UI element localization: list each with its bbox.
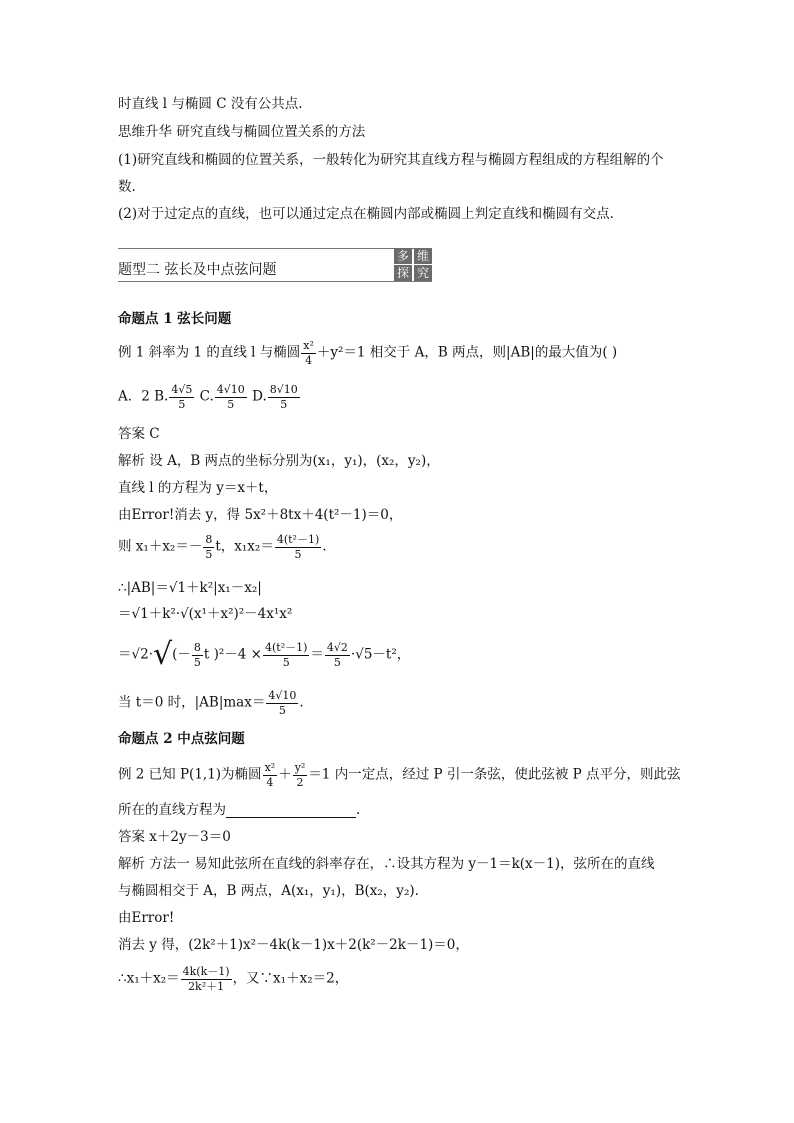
fraction: $\frac{8}{5}$ bbox=[205, 533, 213, 561]
fraction: $\frac{\text{4(t²－1)}}{5}$ bbox=[264, 640, 308, 669]
example-2: 例 2 已知 P(1,1)为椭圆 $\frac{\text{x²}}{4}$ ＋ $\frac{\text{y²}}{2}$ ＝1 内一定点，经过 P 引一条弦，使此弦被 P 点平分，则此弦 bbox=[118, 761, 681, 789]
solution-line: 与椭圆相交于 A，B 两点，A(x₁，y₁)，B(x₂，y₂). bbox=[118, 883, 419, 899]
solution-line: 当 t＝0 时，|AB|max＝ $\frac{4√10}{5}$ . bbox=[118, 689, 304, 717]
answer: 答案 C bbox=[118, 426, 160, 442]
solution-line: 解析 方法一 易知此弦所在直线的斜率存在，∴设其方程为 y－1＝k(x－1)，弦所在的直线 bbox=[118, 856, 655, 872]
badge-4: 究 bbox=[414, 265, 432, 281]
fraction: $\frac{\text{x²}}{4}$ bbox=[303, 339, 314, 367]
badge-3: 探 bbox=[394, 265, 412, 281]
solution-line: ∴|AB|＝√1＋k²|x₁－x₂| bbox=[118, 580, 262, 596]
solution-line: ＝√2·√(－ $\frac{8}{5}$ t )²－4 × $\frac{\text{4(t²－1)}}{5}$ ＝ $\frac{4√2}{5}$ ·√5－t²， bbox=[118, 637, 411, 672]
option-a: A．2 B. bbox=[118, 388, 169, 405]
options bbox=[118, 384, 301, 410]
fraction: $\frac{8}{5}$ bbox=[193, 640, 201, 669]
solution-line: 消去 y 得，(2k²＋1)x²－4k(k－1)x＋2(k²－2k－1)＝0， bbox=[118, 937, 469, 953]
answer-blank[interactable] bbox=[226, 805, 356, 818]
option-c-fraction: $\frac{4√10}{5}$ bbox=[216, 383, 245, 411]
option-b-fraction: $\frac{4√5}{5}$ bbox=[171, 383, 193, 411]
text: 例 1 斜率为 1 的直线 l 与椭圆 bbox=[118, 344, 301, 361]
summary-heading: 思维升华 研究直线与椭圆位置关系的方法 bbox=[118, 124, 366, 140]
badge-2: 维 bbox=[414, 248, 432, 264]
divider bbox=[118, 248, 432, 249]
fraction: $\frac{4k(k-1)}{\text{2k²＋1}}$ bbox=[182, 965, 230, 993]
text-line: 数. bbox=[118, 179, 136, 195]
divider bbox=[118, 281, 432, 282]
fraction: $\frac{\text{y²}}{2}$ bbox=[294, 761, 306, 789]
solution-line: 直线 l 的方程为 y＝x＋t， bbox=[118, 480, 278, 496]
answer: 答案 x＋2y－3＝0 bbox=[118, 829, 231, 845]
solution-line: ∴x₁＋x₂＝ $\frac{4k(k-1)}{\text{2k²＋1}}$ ，又∵x₁＋x₂＝2， bbox=[118, 965, 349, 993]
example-2-cont: 所在的直线方程为 . bbox=[118, 802, 361, 818]
badge-1: 多 bbox=[394, 248, 412, 264]
fraction: $\frac{4√2}{5}$ bbox=[326, 640, 348, 669]
section-title: 题型二 弦长及中点弦问题 bbox=[118, 262, 277, 278]
subsection-heading: 命题点 2 中点弦问题 bbox=[118, 731, 245, 747]
text-line: (2)对于过定点的直线，也可以通过定点在椭圆内部或椭圆上判定直线和椭圆有交点. bbox=[118, 206, 614, 222]
example-1 bbox=[118, 340, 617, 366]
solution-line: 则 x₁＋x₂＝－ $\frac{8}{5}$ t，x₁x₂＝ $\frac{\text{4(t²－1)}}{5}$ . bbox=[118, 533, 327, 561]
section-header bbox=[118, 244, 432, 282]
solution-line: 解析 设 A，B 两点的坐标分别为(x₁，y₁)，(x₂，y₂)， bbox=[118, 453, 440, 469]
subsection-heading: 命题点 1 弦长问题 bbox=[118, 311, 232, 327]
solution-line: 由Error!消去 y，得 5x²＋8tx＋4(t²－1)＝0， bbox=[118, 507, 403, 523]
text: ＋y²＝1 相交于 A，B 两点，则|AB|的最大值为( ) bbox=[316, 344, 618, 361]
option-d-label: D. bbox=[247, 388, 267, 405]
fraction: $\frac{\text{x²}}{4}$ bbox=[264, 761, 276, 789]
solution-line: ＝√1＋k²·√(x¹＋x²)²－4x¹x² bbox=[118, 606, 293, 622]
option-d-fraction: $\frac{8√10}{5}$ bbox=[269, 383, 298, 411]
text-line: 时直线 l 与椭圆 C 没有公共点. bbox=[118, 96, 303, 112]
solution-line: 由Error! bbox=[118, 910, 175, 926]
root-sign: √ bbox=[152, 637, 173, 672]
text-line: (1)研究直线和椭圆的位置关系，一般转化为研究其直线方程与椭圆方程组成的方程组解的个 bbox=[118, 152, 664, 168]
option-c-label: C. bbox=[195, 388, 214, 405]
fraction: $\frac{\text{4(t²－1)}}{5}$ bbox=[276, 533, 320, 561]
fraction: $\frac{4√10}{5}$ bbox=[268, 689, 297, 717]
